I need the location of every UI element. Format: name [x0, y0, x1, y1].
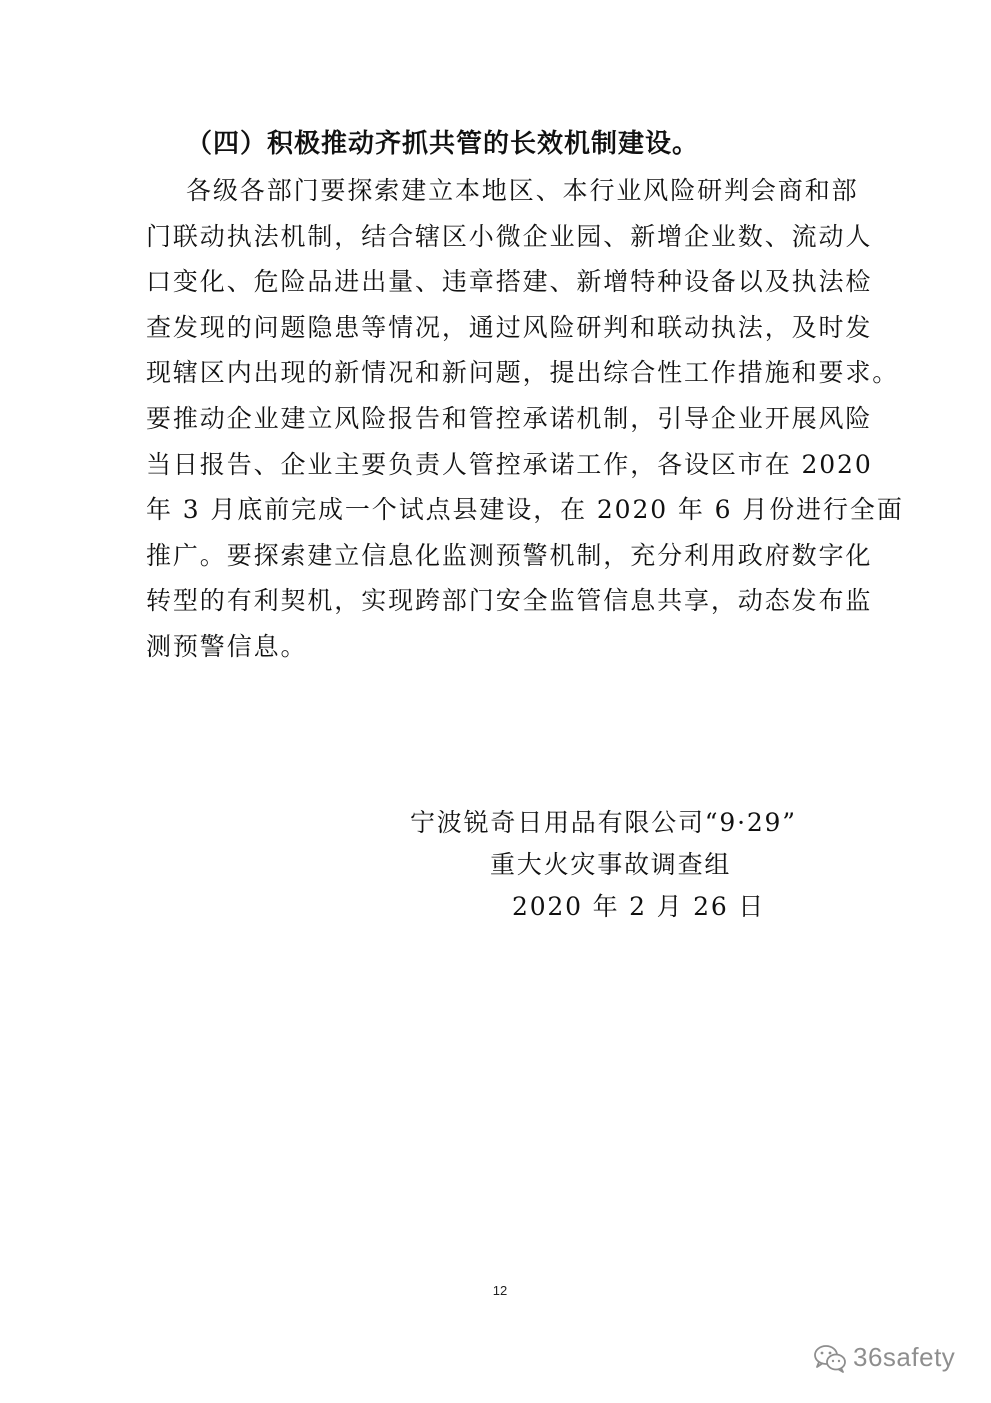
signature-organization: 宁波锐奇日用品有限公司“9·29”	[410, 808, 797, 837]
paragraph-line: 门联动执法机制，结合辖区小微企业园、新增企业数、流动人	[146, 221, 873, 251]
page-number: 12	[492, 1283, 508, 1298]
paragraph-line: 转型的有利契机，实现跨部门安全监管信息共享，动态发布监	[146, 586, 873, 616]
paragraph-line: 当日报告、企业主要负责人管控承诺工作，各设区市在 2020	[146, 449, 873, 479]
paragraph-line: 测预警信息。	[146, 631, 308, 661]
paragraph-line: 口变化、危险品进出量、违章搭建、新增特种设备以及执法检	[146, 267, 873, 297]
signature-block	[400, 802, 840, 928]
paragraph-line: 现辖区内出现的新情况和新问题，提出综合性工作措施和要求。	[146, 358, 900, 388]
wechat-icon	[813, 1343, 847, 1373]
paragraph-line: 年 3 月底前完成一个试点县建设，在 2020 年 6 月份进行全面	[146, 495, 904, 525]
signature-investigation-team: 重大火灾事故调查组	[490, 850, 732, 879]
paragraph-line: 各级各部门要探索建立本地区、本行业风险研判会商和部	[186, 176, 859, 205]
signature-date: 2020 年 2 月 26 日	[512, 892, 766, 921]
watermark	[813, 1342, 955, 1373]
section-heading: （四）积极推动齐抓共管的长效机制建设。	[186, 129, 700, 159]
paragraph-line: 要推动企业建立风险报告和管控承诺机制，引导企业开展风险	[146, 403, 873, 433]
watermark-text: 36safety	[853, 1342, 956, 1372]
body-paragraph	[146, 168, 904, 670]
paragraph-line: 推广。要探索建立信息化监测预警机制，充分利用政府数字化	[146, 540, 873, 570]
paragraph-line: 查发现的问题隐患等情况，通过风险研判和联动执法，及时发	[146, 312, 873, 342]
